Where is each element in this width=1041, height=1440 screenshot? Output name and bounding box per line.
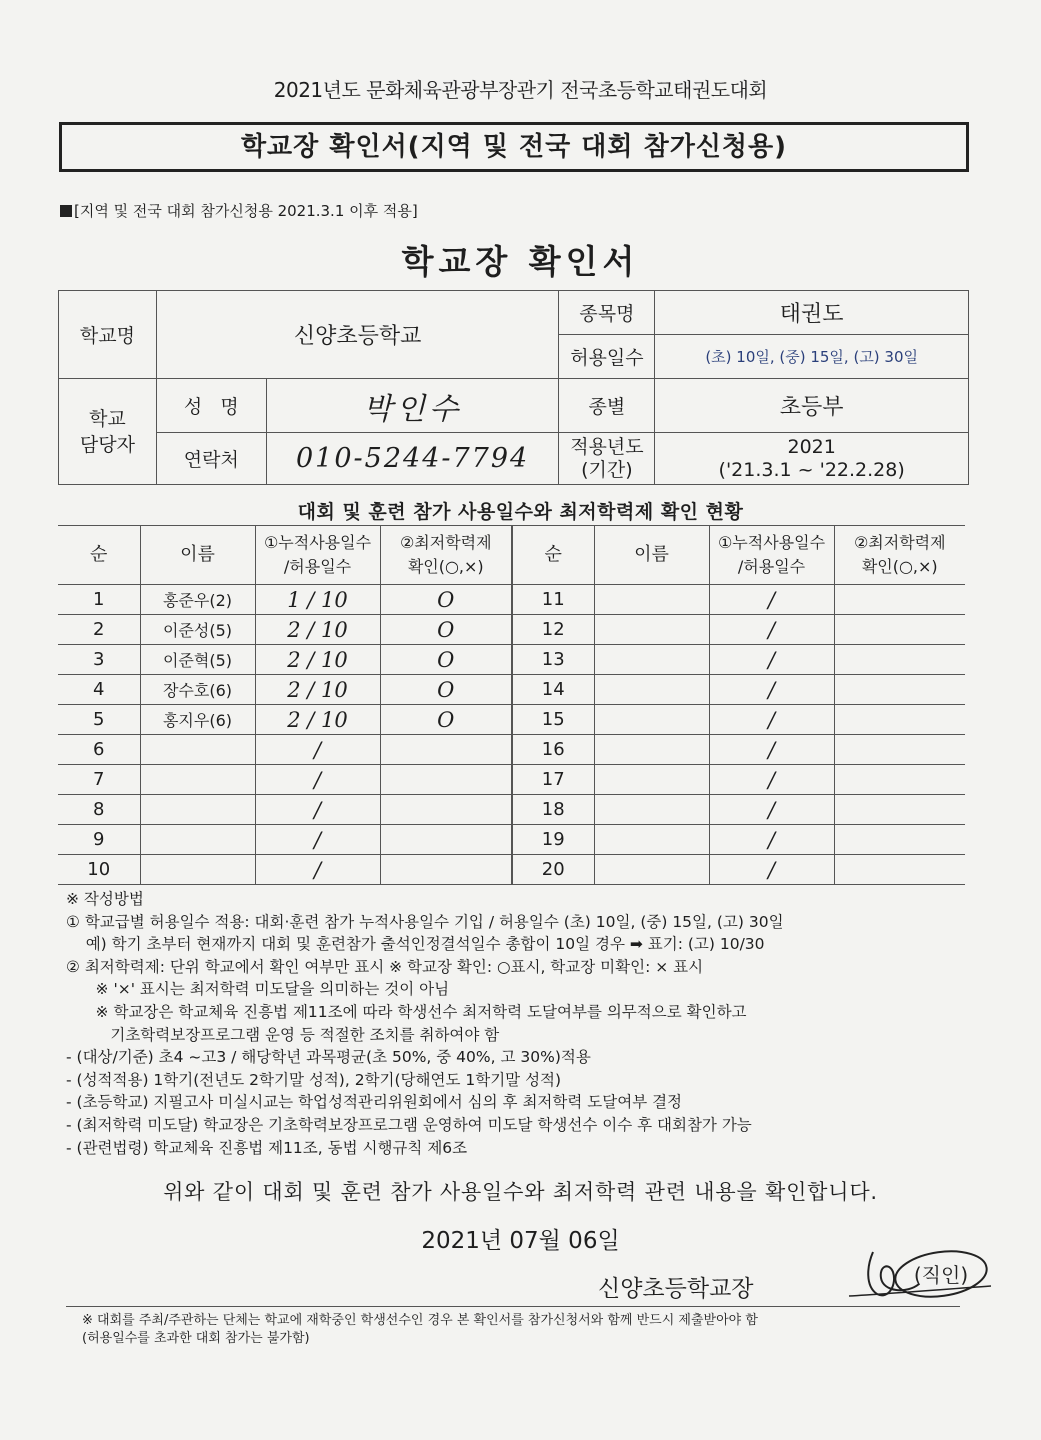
instruction-line: - (대상/기준) 초4 ~고3 / 해당학년 과목평균(초 50%, 중 40%, 고 30%)적용 [66, 1048, 591, 1067]
row-no: 1 [58, 585, 140, 615]
name-label: 성 명 [156, 379, 266, 433]
row-name-right [594, 615, 709, 645]
row-name-right [594, 645, 709, 675]
instruction-line: - (관련법령) 학교체육 진흥법 제11조, 동법 시행규칙 제6조 [66, 1138, 468, 1157]
row-no: 8 [58, 795, 140, 825]
allowed-days-value: (초) 10일, (중) 15일, (고) 30일 [655, 335, 969, 379]
footnote-line-2: (허용일수를 초과한 대회 참가는 불가함) [82, 1331, 310, 1346]
table-row [58, 795, 965, 825]
instruction-line: - (성적적용) 1학기(전년도 2학기말 성적), 2학기(당해연도 1학기말 성적) [66, 1070, 562, 1089]
instruction-line: ※ 학교장은 학교체육 진흥법 제11조에 따라 학생선수 최저학력 도달여부를 의무적으로 확인하고 [66, 1002, 747, 1021]
row-name-right [594, 735, 709, 765]
row-check [380, 825, 512, 855]
row-days: 2 / 10 [255, 675, 380, 705]
row-check-right [834, 645, 965, 675]
status-table [58, 525, 965, 885]
row-no-right: 11 [512, 585, 594, 615]
row-name-right [594, 675, 709, 705]
row-check: O [380, 675, 512, 705]
row-no: 7 [58, 765, 140, 795]
info-table [58, 290, 969, 485]
manager-label: 학교 담당자 [59, 379, 157, 485]
footnote [82, 1312, 962, 1348]
row-check [380, 795, 512, 825]
issue-date: 2021년 07월 06일 [421, 1228, 620, 1254]
row-no: 2 [58, 615, 140, 645]
row-check-right [834, 615, 965, 645]
square-bullet-icon [60, 205, 72, 217]
row-days: 2 / 10 [255, 645, 380, 675]
contact-label: 연락처 [156, 433, 266, 485]
header-days: ①누적사용일수 /허용일수 [255, 526, 380, 585]
status-section-title: 대회 및 훈련 참가 사용일수와 최저학력제 확인 현황 [297, 501, 744, 523]
row-name-right [594, 585, 709, 615]
row-name-right [594, 795, 709, 825]
header-no-right: 순 [512, 526, 594, 585]
header-days-right: ①누적사용일수 /허용일수 [709, 526, 834, 585]
form-title-box: 학교장 확인서(지역 및 전국 대회 참가신청용) [59, 122, 969, 172]
row-name [140, 735, 255, 765]
table-row [58, 675, 965, 705]
row-days: 1 / 10 [255, 585, 380, 615]
row-no: 10 [58, 855, 140, 885]
row-days-right: / [709, 765, 834, 795]
header-no: 순 [58, 526, 140, 585]
row-check: O [380, 645, 512, 675]
instruction-line: 기초학력보장프로그램 운영 등 적절한 조치를 취하여야 함 [66, 1025, 500, 1044]
row-days-right: / [709, 645, 834, 675]
row-check [380, 765, 512, 795]
instruction-line: 예) 학기 초부터 현재까지 대회 및 훈련참가 출석인정결석일수 총합이 10일 경우 ➡ 표기: (고) 10/30 [66, 935, 765, 954]
row-name [140, 795, 255, 825]
instruction-line: - (초등학교) 지필고사 미실시교는 학업성적관리위원회에서 심의 후 최저학력 도달여부 결정 [66, 1093, 683, 1112]
instruction-line: - (최저학력 미도달) 학교장은 기초학력보장프로그램 운영하여 미도달 학생선수 이수 후 대회참가 가능 [66, 1115, 752, 1134]
header-name-right: 이름 [594, 526, 709, 585]
allowed-days-label: 허용일수 [559, 335, 655, 379]
row-no: 6 [58, 735, 140, 765]
table-row [58, 825, 965, 855]
sport-value: 태권도 [655, 291, 969, 335]
instruction-line: ※ '×' 표시는 최저학력 미도달을 의미하는 것이 아님 [66, 980, 450, 999]
table-row [58, 645, 965, 675]
row-check-right [834, 825, 965, 855]
table-row [58, 765, 965, 795]
row-no-right: 17 [512, 765, 594, 795]
table-row [58, 705, 965, 735]
period-value: ('21.3.1 ~ '22.2.28) [718, 458, 905, 481]
division-label: 종별 [559, 379, 655, 433]
confirmation-statement: 위와 같이 대회 및 훈련 참가 사용일수와 최저학력 관련 내용을 확인합니다. [163, 1180, 878, 1204]
table-row [58, 585, 965, 615]
document-title: 학교장 확인서 [401, 242, 640, 281]
year-label: 적용년도 (기간) [559, 433, 655, 485]
row-name: 이준혁(5) [140, 645, 255, 675]
row-days-right: / [709, 825, 834, 855]
row-check-right [834, 705, 965, 735]
name-value: 박인수 [266, 379, 559, 433]
row-check-right [834, 765, 965, 795]
row-name: 이준성(5) [140, 615, 255, 645]
row-name: 홍준우(2) [140, 585, 255, 615]
row-check-right [834, 585, 965, 615]
writing-instructions [66, 888, 966, 1159]
row-check-right [834, 795, 965, 825]
year-value: 2021 [787, 435, 836, 458]
row-no-right: 14 [512, 675, 594, 705]
row-name: 홍지우(6) [140, 705, 255, 735]
row-no-right: 18 [512, 795, 594, 825]
table-row [58, 855, 965, 885]
row-days: / [255, 735, 380, 765]
row-days-right: / [709, 855, 834, 885]
row-check: O [380, 705, 512, 735]
row-name-right [594, 705, 709, 735]
instruction-line: ※ 작성방법 [66, 890, 144, 908]
row-name-right [594, 765, 709, 795]
applies-note [60, 200, 418, 221]
row-days: 2 / 10 [255, 705, 380, 735]
row-days-right: / [709, 735, 834, 765]
row-days: / [255, 765, 380, 795]
row-days: / [255, 795, 380, 825]
row-days-right: / [709, 615, 834, 645]
row-days: 2 / 10 [255, 615, 380, 645]
row-no-right: 16 [512, 735, 594, 765]
row-name: 장수호(6) [140, 675, 255, 705]
row-days-right: / [709, 705, 834, 735]
row-days: / [255, 855, 380, 885]
row-no-right: 13 [512, 645, 594, 675]
instruction-line: ① 학교급별 허용일수 적용: 대회·훈련 참가 누적사용일수 기입 / 허용일수 (초) 10일, (중) 15일, (고) 30일 [66, 912, 784, 931]
principal-name: 신양초등학교장 [598, 1276, 754, 1302]
table-row [58, 615, 965, 645]
row-no-right: 19 [512, 825, 594, 855]
row-check-right [834, 855, 965, 885]
applies-note-text: [지역 및 전국 대회 참가신청용 2021.3.1 이후 적용] [74, 202, 418, 220]
row-name-right [594, 825, 709, 855]
row-name [140, 825, 255, 855]
row-no: 9 [58, 825, 140, 855]
division-value: 초등부 [655, 379, 969, 433]
row-days-right: / [709, 795, 834, 825]
school-name: 신양초등학교 [156, 291, 559, 379]
header-name: 이름 [140, 526, 255, 585]
row-check-right [834, 675, 965, 705]
row-no-right: 12 [512, 615, 594, 645]
row-days: / [255, 825, 380, 855]
row-check: O [380, 585, 512, 615]
seal-label: (직인) [913, 1263, 969, 1287]
row-check: O [380, 615, 512, 645]
table-row [58, 735, 965, 765]
row-name-right [594, 855, 709, 885]
row-no: 5 [58, 705, 140, 735]
header-academic: ②최저학력제 확인(○,×) [380, 526, 512, 585]
principal-signature-seal [845, 1244, 995, 1306]
row-no-right: 15 [512, 705, 594, 735]
row-name [140, 855, 255, 885]
contact-value: 010-5244-7794 [266, 433, 559, 485]
instruction-line: ② 최저학력제: 단위 학교에서 확인 여부만 표시 ※ 학교장 확인: ○표시, 학교장 미확인: × 표시 [66, 957, 704, 976]
row-check-right [834, 735, 965, 765]
school-label: 학교명 [59, 291, 157, 379]
year-cell [655, 433, 969, 485]
event-title: 2021년도 문화체육관광부장관기 전국초등학교태권도대회 [273, 78, 768, 102]
row-days-right: / [709, 675, 834, 705]
footnote-line-1: ※ 대회를 주최/주관하는 단체는 학교에 재학중인 학생선수인 경우 본 확인서를 참가신청서와 함께 반드시 제출받아야 함 [82, 1313, 758, 1328]
row-no-right: 20 [512, 855, 594, 885]
header-academic-right: ②최저학력제 확인(○,×) [834, 526, 965, 585]
sport-label: 종목명 [559, 291, 655, 335]
row-no: 4 [58, 675, 140, 705]
row-no: 3 [58, 645, 140, 675]
footnote-divider [66, 1306, 960, 1307]
row-days-right: / [709, 585, 834, 615]
row-check [380, 855, 512, 885]
row-check [380, 735, 512, 765]
row-name [140, 765, 255, 795]
